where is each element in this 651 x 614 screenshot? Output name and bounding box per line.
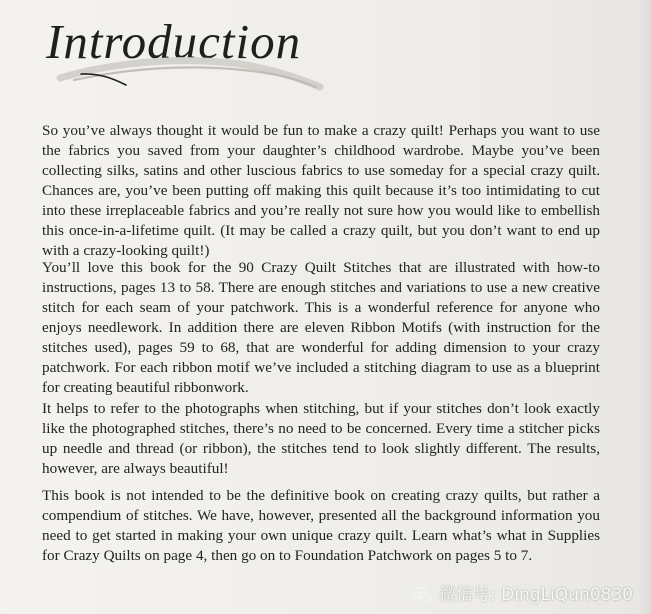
title-swash-icon <box>54 54 324 94</box>
intro-paragraph-1: So you’ve always thought it would be fun to make a crazy quilt! Perhaps you want to use the fabrics you saved from your daughter’s childhood wardrobe. Maybe you’ve been collecting silks, satins and other luscious fabrics to use someday for a special crazy quilt. Chances are, you’ve been putting off making this quilt because it’s too intimidating to cut into these irreplaceable fabrics and you’re really not sure how you would like to embellish this once-in-a-lifetime quilt. (It may be called a crazy quilt, but you don’t want to end up with a crazy-looking quilt!) <box>42 122 600 259</box>
page-edge-shadow <box>637 0 651 614</box>
intro-paragraph-2: You’ll love this book for the 90 Crazy Quilt Stitches that are illustrated with how-to instructions, pages 13 to 58. There are enough stitches and variations to use a new creative stitch for each seam of your patchwork. This is a wonderful reference for anyone who enjoys needlework. In addition there are eleven Ribbon Motifs (with instruction for the stitches used), pages 59 to 68, that are wonderful for adding dimension to your crazy patchwork. For each ribbon motif we’ve included a stitching diagram to use as a blueprint for creating beautiful ribbonwork. <box>42 259 600 396</box>
intro-paragraph-3: It helps to refer to the photographs when stitching, but if your stitches don’t look exactly like the photographed stitches, there’s no need to be concerned. Every time a stitcher picks up needle and thread (or ribbon), the stitches tend to look slightly different. The results, however, are always beautiful! <box>42 400 600 477</box>
wechat-watermark <box>412 586 633 604</box>
wechat-icon <box>412 586 432 604</box>
page-title: Introduction <box>46 14 302 69</box>
wechat-id-text: 微信号: DingLiQun0830 <box>439 584 633 605</box>
intro-paragraph-4: This book is not intended to be the definitive book on creating crazy quilts, but rather a compendium of stitches. We have, however, presented all the background information you need to get started in making your own unique crazy quilt. Learn what’s what in Supplies for Crazy Quilts on page 4, then go on to Foundation Patchwork on pages 5 to 7. <box>42 487 600 564</box>
